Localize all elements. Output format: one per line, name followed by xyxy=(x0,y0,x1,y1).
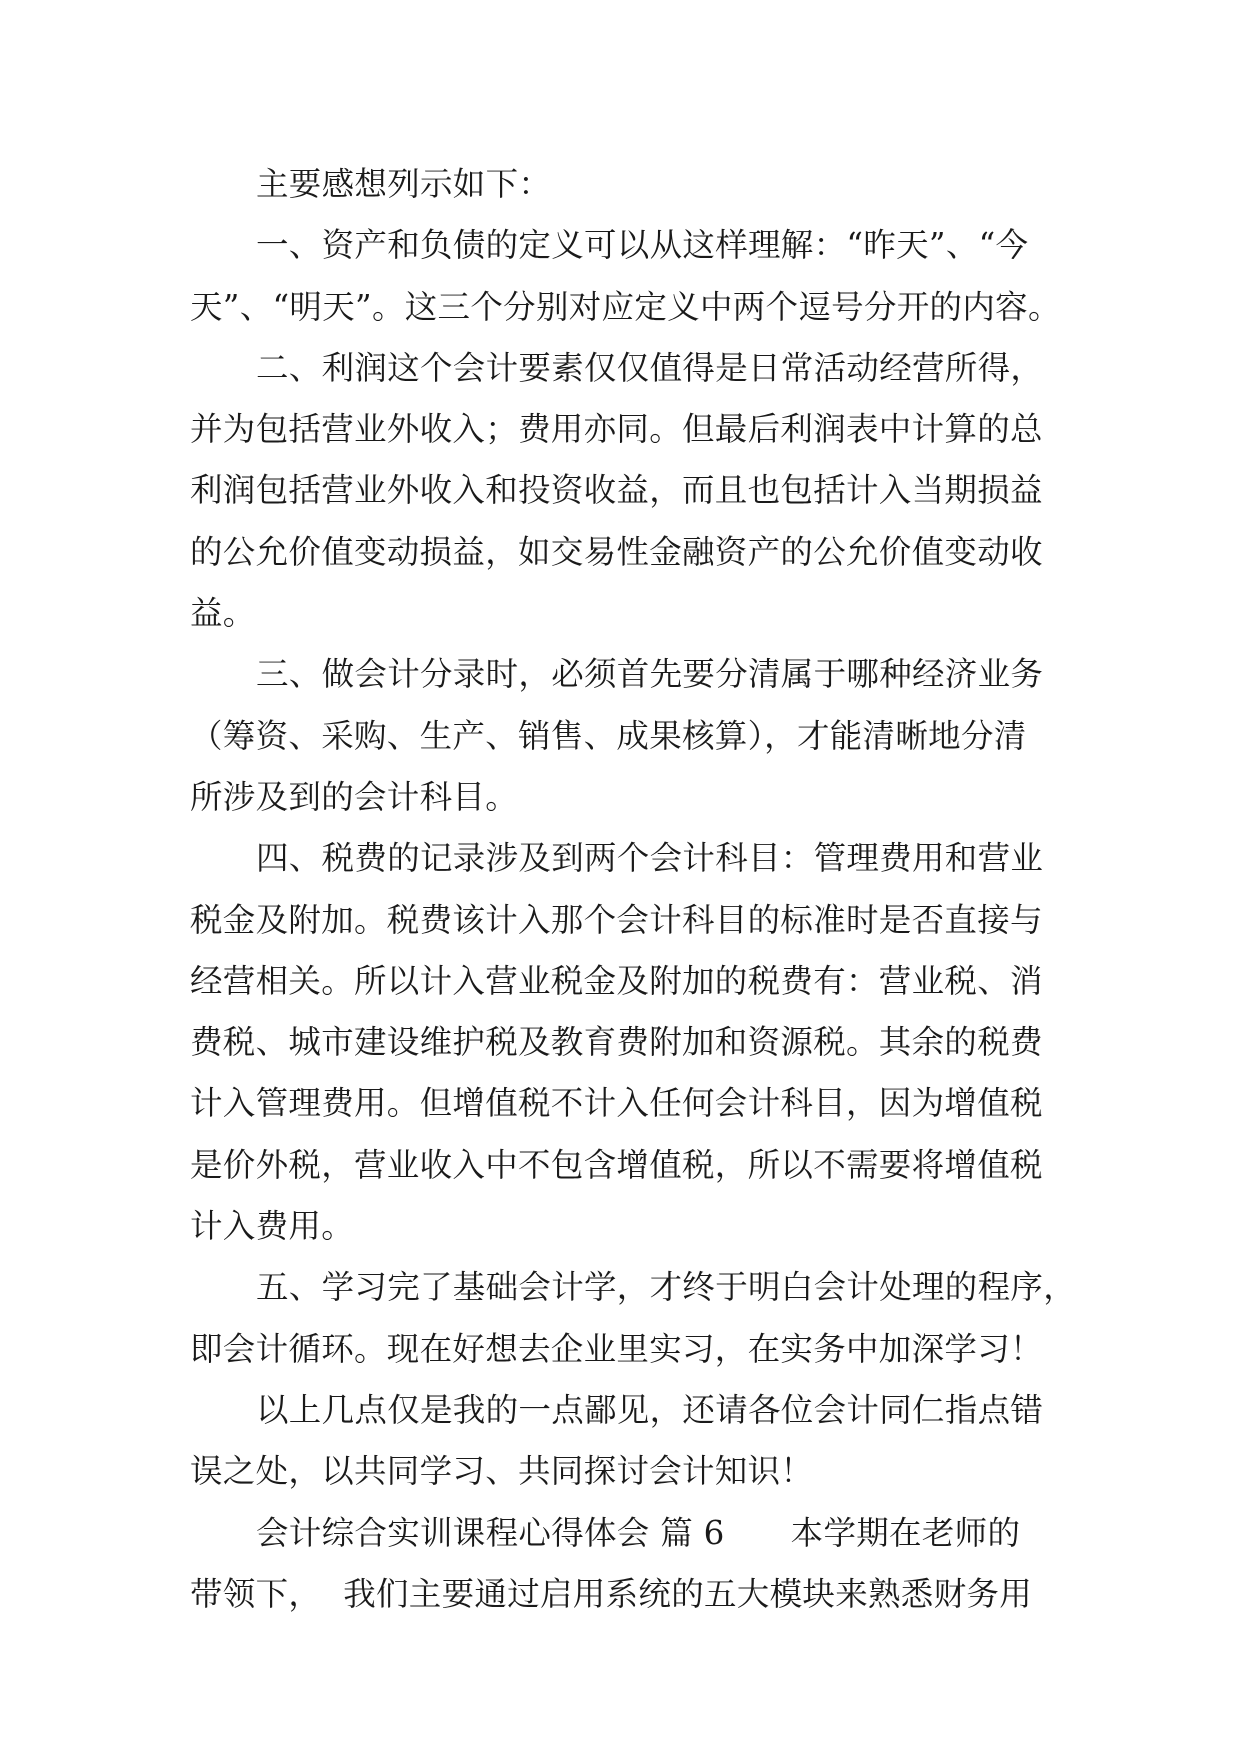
text-line: 费税、城市建设维护税及教育费附加和资源税。其余的税费 xyxy=(190,1023,1043,1062)
text-fragment: 带领下， xyxy=(190,1574,322,1613)
text-line: 所涉及到的会计科目。 xyxy=(190,777,519,816)
text-fragment: 我们主要通过启用系统的五大模块来熟悉财务用 xyxy=(343,1574,1033,1613)
text-line: 即会计循环。现在好想去企业里实习，在实务中加深学习！ xyxy=(190,1329,1043,1368)
text-line: 利润包括营业外收入和投资收益，而且也包括计入当期损益 xyxy=(190,471,1043,510)
text-line: 税金及附加。税费该计入那个会计科目的标准时是否直接与 xyxy=(190,900,1043,939)
text-line: 并为包括营业外收入；费用亦同。但最后利润表中计算的总 xyxy=(190,410,1043,449)
text-line xyxy=(190,1503,1050,1564)
text-line: 主要感想列示如下： xyxy=(256,165,552,203)
text-line xyxy=(190,1564,1050,1625)
section-heading: 会计综合实训课程心得体会 篇 6 xyxy=(256,1513,725,1552)
text-line: 二、利润这个会计要素仅仅值得是日常活动经营所得， xyxy=(256,348,1044,387)
text-line: 计入管理费用。但增值税不计入任何会计科目，因为增值税 xyxy=(190,1084,1043,1123)
text-line: 以上几点仅是我的一点鄙见，还请各位会计同仁指点错 xyxy=(256,1390,1044,1429)
text-line: 四、税费的记录涉及到两个会计科目：管理费用和营业 xyxy=(256,839,1044,878)
text-line: 的公允价值变动损益，如交易性金融资产的公允价值变动收 xyxy=(190,532,1043,571)
text-line: 计入费用。 xyxy=(190,1207,355,1246)
text-line: 益。 xyxy=(190,594,256,633)
text-line: （筹资、采购、生产、销售、成果核算），才能清晰地分清 xyxy=(190,716,1027,755)
text-line: 是价外税，营业收入中不包含增值税，所以不需要将增值税 xyxy=(190,1145,1043,1184)
text-line: 误之处，以共同学习、共同探讨会计知识！ xyxy=(190,1452,814,1491)
text-fragment: 本学期在老师的 xyxy=(790,1513,1021,1552)
text-line: 一、资产和负债的定义可以从这样理解：“昨天”、“今 xyxy=(256,226,1029,265)
text-line: 经营相关。所以计入营业税金及附加的税费有：营业税、消 xyxy=(190,961,1043,1000)
text-line: 天”、“明天”。这三个分别对应定义中两个逗号分开的内容。 xyxy=(190,287,1061,326)
text-line: 三、做会计分录时，必须首先要分清属于哪种经济业务 xyxy=(256,655,1044,694)
document-body xyxy=(190,154,1077,1625)
text-line: 五、学习完了基础会计学，才终于明白会计处理的程序， xyxy=(256,1268,1077,1307)
